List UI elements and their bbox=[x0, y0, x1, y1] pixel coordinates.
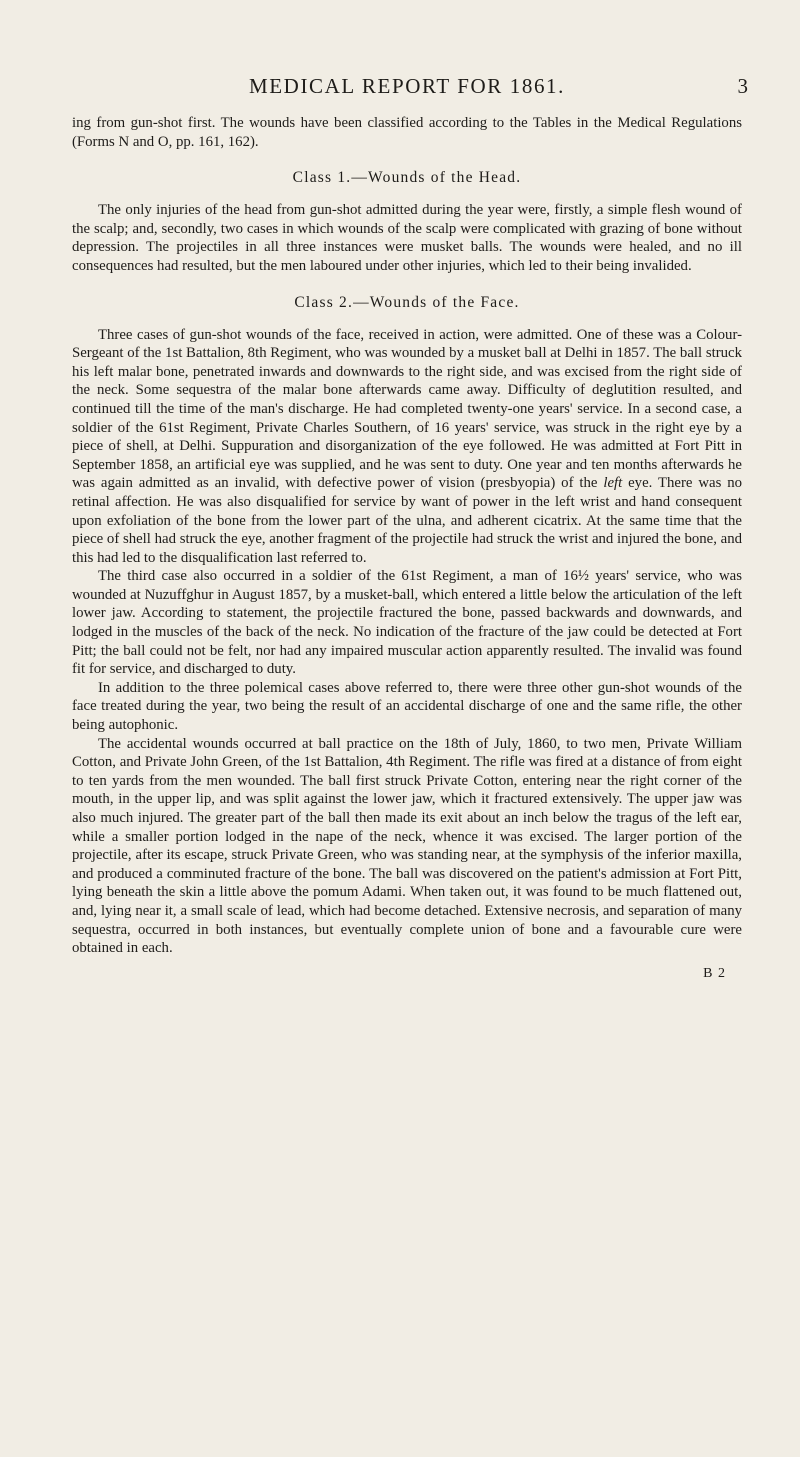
running-title: MEDICAL REPORT FOR 1861. bbox=[248, 74, 565, 98]
class2-paragraph-1 bbox=[72, 326, 742, 568]
class2-heading: Class 2.—Wounds of the Face. bbox=[294, 293, 520, 311]
document-page bbox=[0, 74, 800, 1457]
class2-paragraph-2: The third case also occurred in a soldier of the 61st Regiment, a man of 16½ years' service, who was wounded at Nuzuffghur in August 1857, by a musket-ball, which entered a little below the articulation of the left lower jaw. According to statement, the projectile fractured the bone, passed backwards and downwards, and lodged in the muscles of the back of the neck. No indication of the fracture of the jaw could be detected at Fort Pitt; the ball could not be felt, nor had any impaired muscular action apparently resulted. The invalid was found fit for service, and discharged to duty. bbox=[72, 568, 742, 678]
class1-paragraph-1: The only injuries of the head from gun-shot admitted during the year were, firstly, a simple flesh wound of the scalp; and, secondly, two cases in which wounds of the scalp were complicated with grazing of bone without depression. The projectiles in all three instances were musket balls. The wounds were healed, and no ill consequences had resulted, but the men laboured under other injuries, which led to their being invalided. bbox=[72, 202, 742, 274]
class2-paragraph-4: The accidental wounds occurred at ball practice on the 18th of July, 1860, to two men, Private William Cotton, and Private John Green, of the 1st Battalion, 4th Regiment. The rifle was fired at a distance of from eight to ten yards from the men wounded. The ball first struck Private Cotton, entering near the right corner of the mouth, in the upper lip, and was split against the lower jaw, which it fractured extensively. The upper jaw was also much injured. The greater part of the ball then made its exit about an inch below the tragus of the left ear, while a smaller portion lodged in the nape of the neck, whence it was excised. The larger portion of the projectile, after its escape, struck Private Green, who was standing near, at the symphysis of the inferior maxilla, and produced a comminuted fracture of the bone. The ball was discovered on the patient's admission at Fort Pitt, lying beneath the skin a little above the pomum Adami. When taken out, it was found to be much flattened out, and, lying near it, a small scale of lead, which had become detached. Extensive necrosis, and separation of many sequestra, occurred in both instances, but eventually complete union of bone and a favourable cure were obtained in each. bbox=[72, 735, 742, 957]
class2-paragraph-1-text-a: Three cases of gun-shot wounds of the face, received in action, were admitted. One of these was a Colour-Sergeant of the 1st Battalion, 8th Regiment, who was wounded by a musket ball at Delhi in 1857. The ball struck his left malar bone, penetrated inwards and downwards to the right side, and was excised from the right side of the neck. Some sequestra of the malar bone afterwards came away. Difficulty of deglutition resulted, and continued till the time of the man's discharge. He had completed twenty-one years' service. In a second case, a soldier of the 61st Regiment, Private Charles Southern, of 16 years' service, was struck in the right eye by a piece of shell, at Delhi. Suppuration and disorganization of the eye followed. He was admitted at Fort Pitt in September 1858, an artificial eye was supplied, and he was sent to duty. One year and ten months afterwards he was again admitted as an invalid, with defective power of vision (presbyopia) of the bbox=[72, 326, 742, 492]
running-head bbox=[72, 74, 748, 114]
class2-paragraph-1-text-b: eye. There was no retinal affection. He was also disqualified for service by want of power in the left wrist and hand consequent upon exfoliation of the bone from the lower part of the ulna, and adherent cicatrix. At the same time that the piece of shell had struck the eye, another fragment of the projectile had struck the wrist and injured the bone, and this had led to the disqualification last referred to. bbox=[72, 475, 742, 566]
page-number: 3 bbox=[737, 74, 748, 98]
class1-heading: Class 1.—Wounds of the Head. bbox=[292, 169, 522, 187]
intro-paragraph: ing from gun-shot first. The wounds have been classified according to the Tables in the Medical Regulations (Forms N and O, pp. 161, 162). bbox=[72, 115, 742, 150]
signature-mark: B 2 bbox=[703, 965, 726, 981]
class2-paragraph-3: In addition to the three polemical cases above referred to, there were three other gun-shot wounds of the face treated during the year, two being the result of an accidental discharge of one and the same rifle, the other being autophonic. bbox=[72, 679, 742, 734]
class2-paragraph-1-italic: left bbox=[603, 475, 623, 492]
